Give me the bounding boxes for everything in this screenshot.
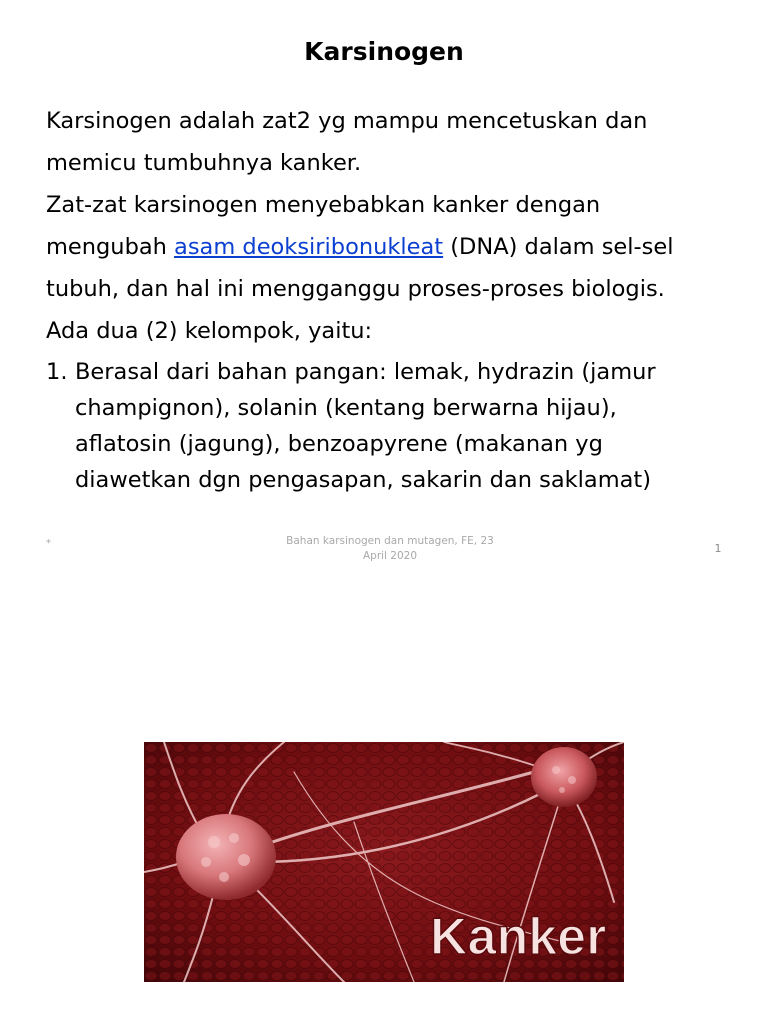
footer-caption-line: April 2020	[362, 550, 418, 562]
footer-caption-line: Bahan karsinogen dan mutagen, FE, 23	[286, 535, 494, 547]
page-number: 1	[714, 542, 722, 555]
footer-marker: *	[46, 538, 51, 549]
body-text: mengubah	[46, 234, 175, 260]
footer-caption	[240, 534, 540, 564]
list-number: 1.	[46, 359, 68, 385]
list-line: champignon), solanin (kentang berwarna hijau),	[75, 395, 617, 421]
body-line: Zat-zat karsinogen menyebabkan kanker dengan	[46, 192, 601, 218]
image-overlay-text: Kanker	[430, 908, 607, 966]
list-line: Berasal dari bahan pangan: lemak, hydrazin (jamur	[75, 359, 656, 385]
slide-body	[46, 100, 746, 498]
body-line: tubuh, dan hal ini mengganggu proses-proses biologis.	[46, 276, 665, 302]
body-text: (DNA) dalam sel-sel	[443, 234, 674, 260]
cancer-cell-image	[144, 742, 624, 982]
list-item	[46, 354, 746, 498]
body-line: Karsinogen adalah zat2 yg mampu mencetuskan dan	[46, 108, 648, 134]
list-line: diawetkan dgn pengasapan, sakarin dan saklamat)	[75, 467, 652, 493]
body-line	[46, 226, 746, 268]
list-line: aflatosin (jagung), benzoapyrene (makanan yg	[75, 431, 603, 457]
body-line: Ada dua (2) kelompok, yaitu:	[46, 318, 373, 344]
list-item-text	[75, 354, 746, 498]
dna-link[interactable]: asam deoksiribonukleat	[174, 234, 444, 260]
cancer-cell-illustration	[144, 742, 624, 982]
slide-title: Karsinogen	[304, 37, 464, 66]
body-line: memicu tumbuhnya kanker.	[46, 150, 362, 176]
